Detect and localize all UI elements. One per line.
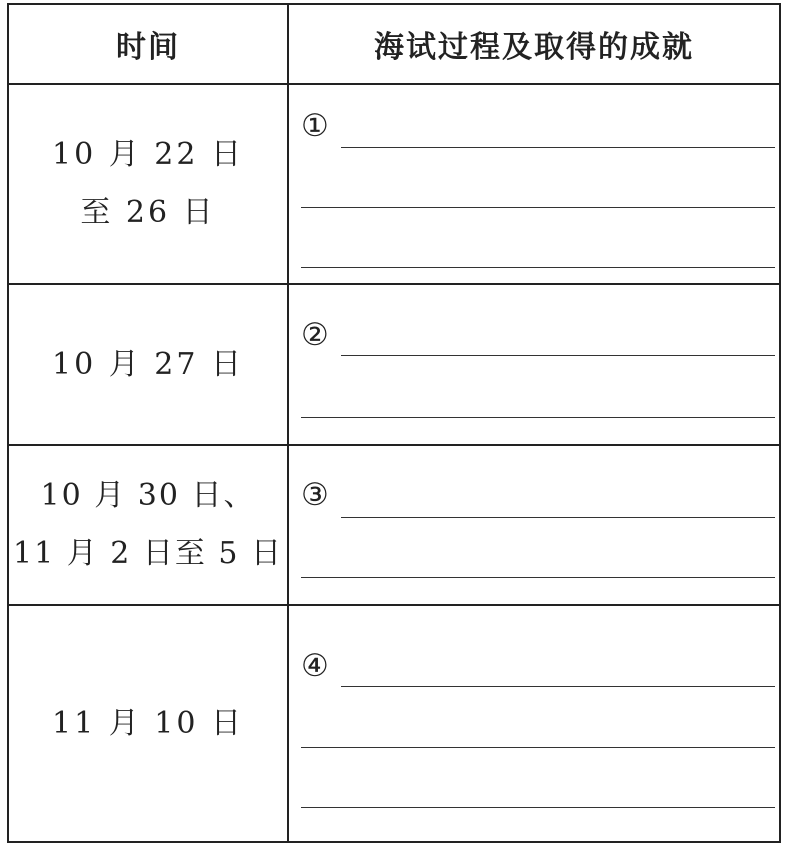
time-cell-1 bbox=[9, 85, 287, 283]
answer-line bbox=[301, 417, 775, 418]
time-line: 至 26 日 bbox=[80, 195, 216, 230]
header-process: 海试过程及取得的成就 bbox=[374, 30, 694, 65]
circled-number-2: ② bbox=[301, 317, 329, 353]
time-line: 10 月 22 日 bbox=[52, 137, 244, 172]
trial-table bbox=[7, 3, 781, 843]
time-line: 11 月 2 日至 5 日 bbox=[12, 536, 284, 571]
header-time: 时间 bbox=[116, 30, 180, 65]
answer-line bbox=[301, 807, 775, 808]
circled-number-4: ④ bbox=[301, 648, 329, 684]
answer-line bbox=[301, 267, 775, 268]
answer-line bbox=[341, 355, 775, 356]
time-line: 11 月 10 日 bbox=[52, 705, 244, 741]
time-cell-3 bbox=[9, 446, 287, 604]
answer-line bbox=[301, 747, 775, 748]
answer-line bbox=[301, 207, 775, 208]
time-line: 10 月 30 日、 bbox=[40, 478, 256, 513]
circled-number-1: ① bbox=[301, 108, 329, 144]
column-divider bbox=[287, 5, 289, 841]
time-cell-2 bbox=[9, 285, 287, 444]
answer-line bbox=[341, 517, 775, 518]
time-cell-4 bbox=[9, 606, 287, 841]
circled-number-3: ③ bbox=[301, 477, 329, 513]
answer-line bbox=[301, 577, 775, 578]
answer-line bbox=[341, 147, 775, 148]
time-line: 10 月 27 日 bbox=[52, 346, 244, 382]
answer-line bbox=[341, 686, 775, 687]
